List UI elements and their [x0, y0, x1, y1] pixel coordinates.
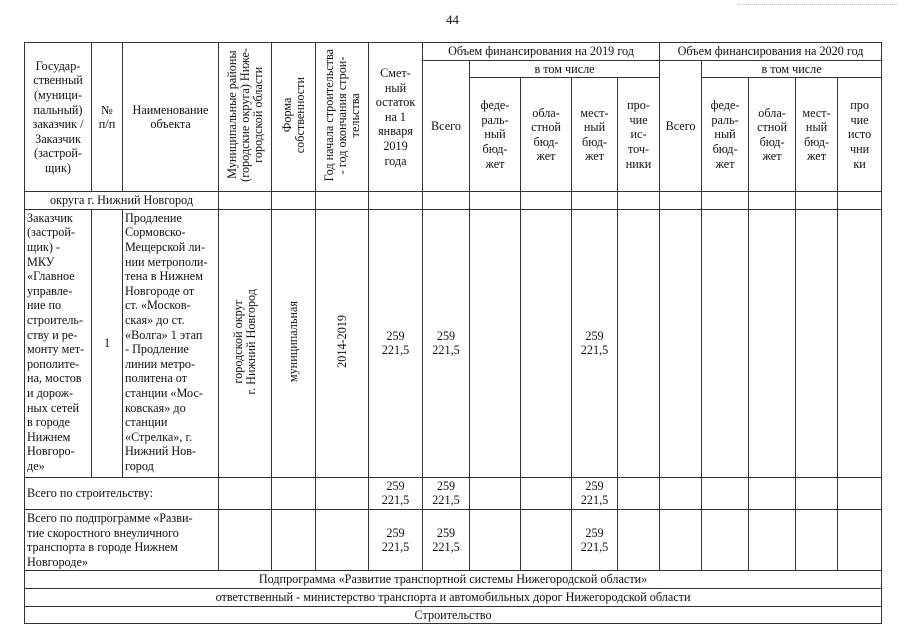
row1-ownership: муниципальная [272, 209, 316, 477]
header-regional-2020: обла- стной бюд- жет [749, 78, 796, 192]
header-regional-2019: обла- стной бюд- жет [521, 78, 572, 192]
header-other-2019: про- чие ис- точ- ники [618, 78, 660, 192]
total-subprogram-local-2019: 259 221,5 [572, 509, 618, 570]
page-number: 44 [446, 12, 459, 27]
row1-total-2019: 259 221,5 [423, 209, 470, 477]
header-customer: Государ- ственный (муници- пальный) заказчик / Заказчик (застрой- щик) [25, 43, 92, 192]
total-construction-total-2019: 259 221,5 [423, 477, 470, 509]
header-districts: Муниципальные районы (городские округа) Ниже- городской области [219, 43, 272, 192]
table-row [25, 509, 882, 570]
header-estimate: Смет- ный остаток на 1 января 2019 года [369, 43, 423, 192]
header-local-2019: мест- ный бюд- жет [572, 78, 618, 192]
header-local-2020: мест- ный бюд- жет [796, 78, 838, 192]
header-total-2019: Всего [423, 60, 470, 192]
construction-heading: Строительство [25, 606, 882, 624]
table-row [25, 477, 882, 509]
responsible-line: ответственный - министерство транспорта и автомобильных дорог Нижегородской области [25, 588, 882, 606]
header-incl-2019: в том числе [470, 60, 660, 78]
header-ownership: Форма собственности [272, 43, 316, 192]
row1-local-2019: 259 221,5 [572, 209, 618, 477]
total-construction-local-2019: 259 221,5 [572, 477, 618, 509]
header-years: Год начала строительства - год окончания строи- тельства [316, 43, 369, 192]
header-total-2020: Всего [660, 60, 702, 192]
total-subprogram-estimate: 259 221,5 [369, 509, 423, 570]
header-fin2019: Объем финансирования на 2019 год [423, 43, 660, 61]
total-subprogram-label: Всего по подпрограмме «Разви- тие скоростного внеуличного транспорта в городе Нижнем Новгороде» [25, 509, 219, 570]
financing-table [24, 42, 882, 624]
header-federal-2019: феде- раль- ный бюд- жет [470, 78, 521, 192]
row1-district: городской округ г. Нижний Новгород [219, 209, 272, 477]
subprogram-title: Подпрограмма «Развитие транспортной системы Нижегородской области» [25, 571, 882, 589]
header-object-name: Наименование объекта [123, 43, 219, 192]
table-row [25, 209, 882, 477]
top-divider [737, 4, 897, 5]
row1-estimate: 259 221,5 [369, 209, 423, 477]
row1-years: 2014-2019 [316, 209, 369, 477]
row1-customer: Заказчик (застрой- щик) - МКУ «Главное управле- ние по строитель- ству и ре- монту мет- рополите- на, мостов и дорож- ных сетей в городе Нижнем Новгоро- де» [25, 209, 92, 477]
row1-object: Продление Сормовско- Мещерской ли- нии метрополи- тена в Нижнем Новгороде от ст. «Москов- ская» до ст. «Волга» 1 этап - Продление линии метро- политена от станции «Мос- ковская» до станции «Стрелка», г. Нижний Нов- город [123, 209, 219, 477]
header-federal-2020: феде- раль- ный бюд- жет [702, 78, 749, 192]
row1-number: 1 [92, 209, 123, 477]
total-construction-label: Всего по строительству: [25, 477, 219, 509]
header-number: № п/п [92, 43, 123, 192]
header-incl-2020: в том числе [702, 60, 882, 78]
total-construction-estimate: 259 221,5 [369, 477, 423, 509]
total-subprogram-total-2019: 259 221,5 [423, 509, 470, 570]
header-fin2020: Объем финансирования на 2020 год [660, 43, 882, 61]
header-other-2020: про чие исто чни ки [838, 78, 882, 192]
section-top-label: округа г. Нижний Новгород [25, 192, 219, 210]
